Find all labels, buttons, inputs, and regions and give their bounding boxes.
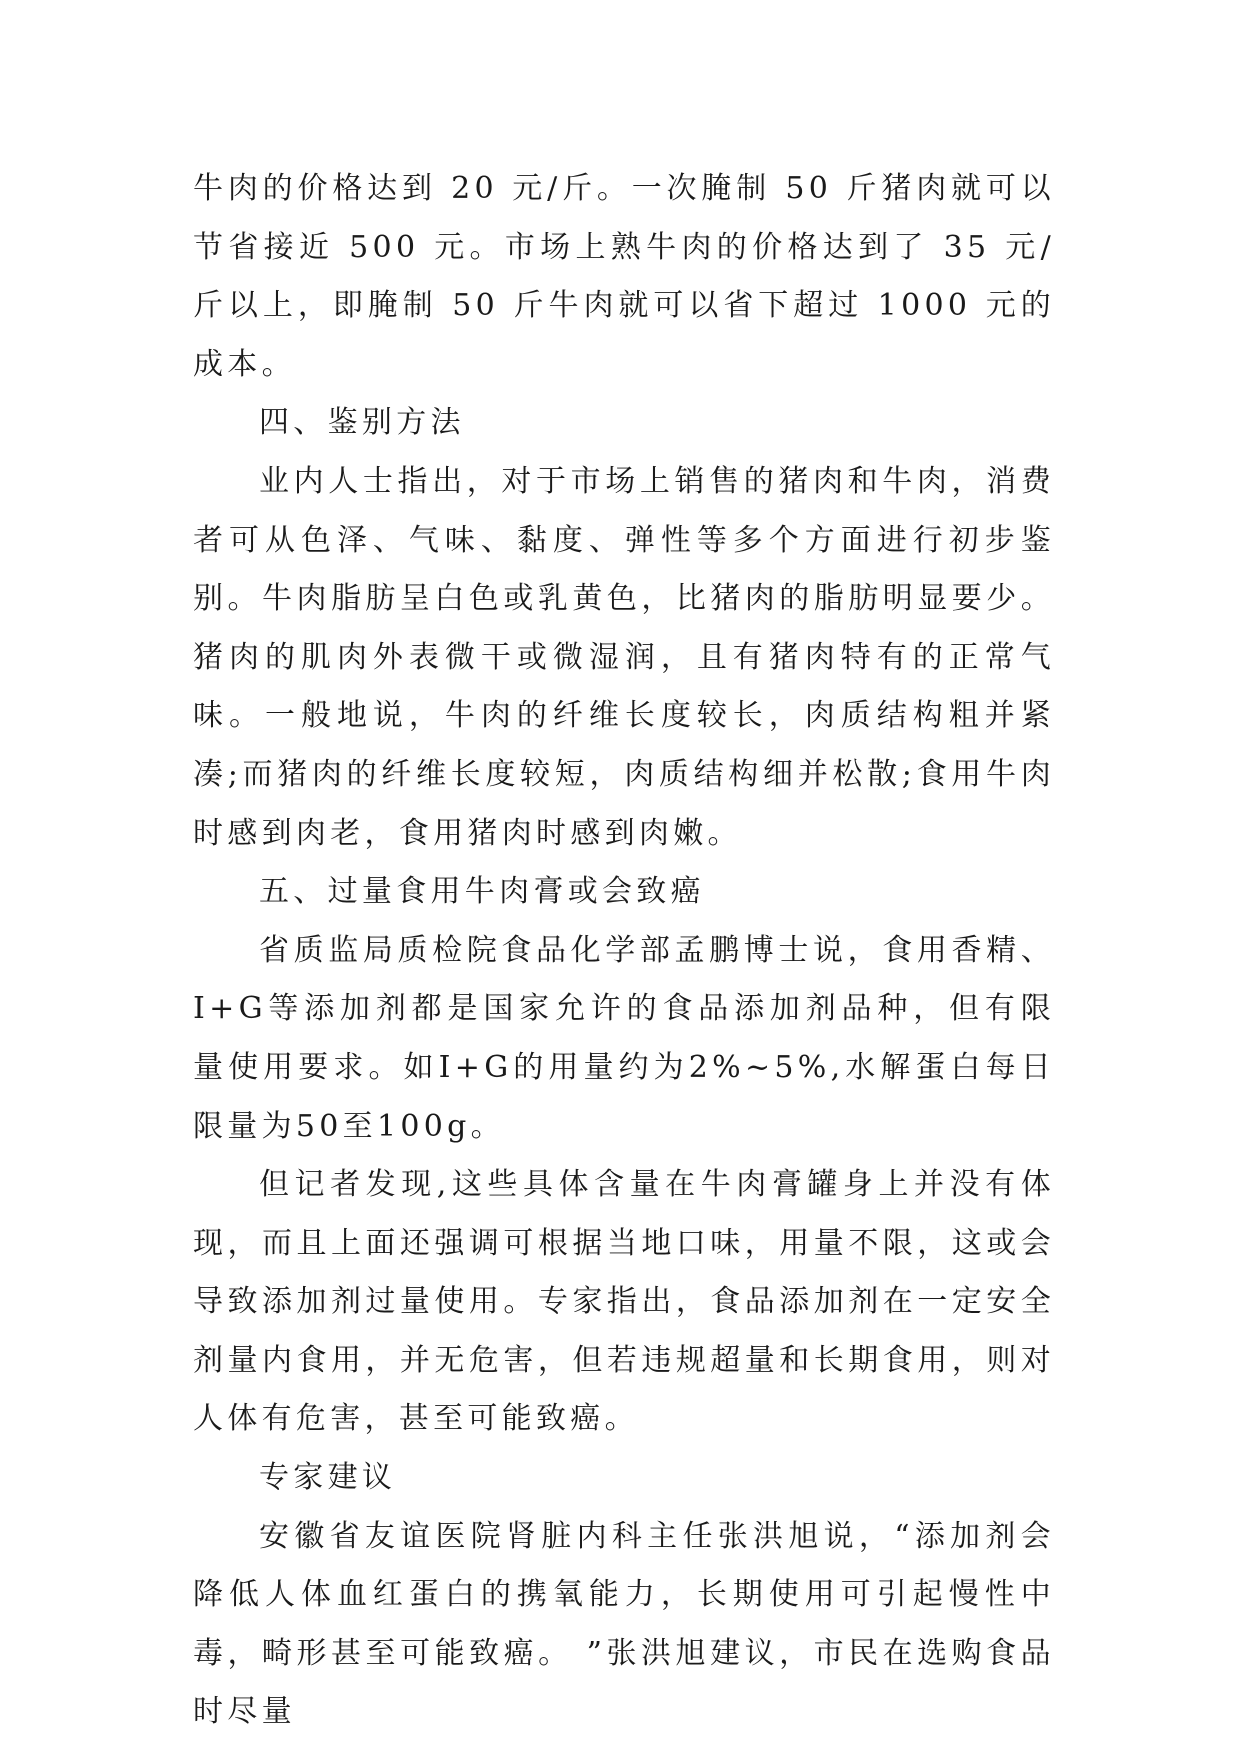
paragraph-additive-limits: 省质监局质检院食品化学部孟鹏博士说，食用香精、I+G等添加剂都是国家允许的食品添加剂品种，但有限量使用要求。如I+G的用量约为2%~5%,水解蛋白每日限量为50至100g。	[193, 932, 1055, 1144]
paragraph-reporter-findings: 但记者发现,这些具体含量在牛肉膏罐身上并没有体现，而且上面还强调可根据当地口味，用量不限，这或会导致添加剂过量使用。专家指出，食品添加剂在一定安全剂量内食用，并无危害，但若违规超量和长期食用，则对人体有危害，甚至可能致癌。	[193, 1167, 1055, 1437]
paragraph-expert-quote: 安徽省友谊医院肾脏内科主任张洪旭说，“添加剂会降低人体血红蛋白的携氧能力，长期使用可引起慢性中毒，畸形甚至可能致癌。 ”张洪旭建议，市民在选购食品时尽量	[193, 1518, 1055, 1730]
section-heading-identification: 四、鉴别方法	[259, 405, 465, 441]
paragraph-identification-methods: 业内人士指出，对于市场上销售的猪肉和牛肉，消费者可从色泽、气味、黏度、弹性等多个方面进行初步鉴别。牛肉脂肪呈白色或乳黄色，比猪肉的脂肪明显要少。猪肉的肌肉外表微干或微湿润，且有猪肉特有的正常气味。一般地说，牛肉的纤维长度较长，肉质结构粗并紧凑;而猪肉的纤维长度较短，肉质结构细并松散;食用牛肉时感到肉老，食用猪肉时感到肉嫩。	[193, 463, 1055, 851]
document-body	[193, 160, 1055, 1742]
section-heading-cancer-risk: 五、过量食用牛肉膏或会致癌	[259, 874, 705, 910]
paragraph-price-comparison: 牛肉的价格达到 20 元/斤。一次腌制 50 斤猪肉就可以节省接近 500 元。市场上熟牛肉的价格达到了 35 元/斤以上，即腌制 50 斤牛肉就可以省下超过 1000 元的成本。	[193, 171, 1055, 382]
section-heading-expert-advice: 专家建议	[259, 1460, 397, 1496]
